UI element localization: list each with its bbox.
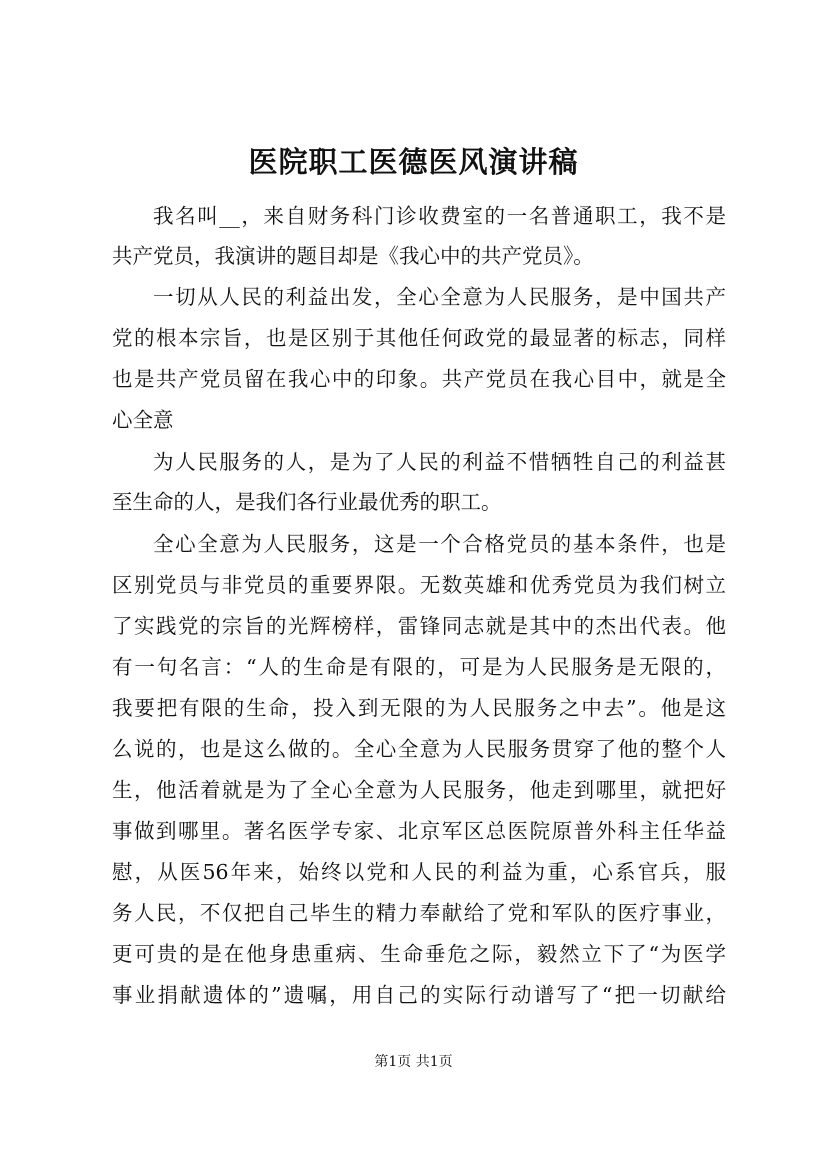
body-line-11: 了实践党的宗旨的光辉榜样，雷锋同志就是其中的杰出代表。他 (112, 614, 726, 638)
body-line-15: 生，他活着就是为了全心全意为人民服务，他走到哪里，就把好 (112, 778, 726, 802)
body-line-3: 一切从人民的利益出发，全心全意为人民服务，是中国共产 (153, 285, 726, 309)
body-line-2: 共产党员，我演讲的题目却是《我心中的共产党员》。 (112, 244, 594, 268)
body-line-10: 区别党员与非党员的重要界限。无数英雄和优秀党员为我们树立 (112, 573, 726, 597)
document-title: 医院职工医德医风演讲稿 (248, 145, 579, 179)
body-line-6: 心全意 (112, 408, 174, 432)
body-line-17: 慰，从医56年来，始终以党和人民的利益为重，心系官兵，服 (112, 860, 726, 884)
body-line-12: 有一句名言：“人的生命是有限的，可是为人民服务是无限的， (112, 655, 726, 679)
body-line-19: 更可贵的是在他身患重病、生命垂危之际，毅然立下了“为医学 (112, 942, 726, 966)
body-line-7: 为人民服务的人，是为了人民的利益不惜牺牲自己的利益甚 (153, 450, 726, 474)
page-number-footer: 第1页 共1页 (374, 1054, 453, 1070)
body-line-20: 事业捐献遗体的”遗嘱，用自己的实际行动谱写了“把一切献给 (112, 983, 726, 1007)
body-line-14: 么说的，也是这么做的。全心全意为人民服务贯穿了他的整个人 (112, 737, 726, 761)
body-line-13: 我要把有限的生命，投入到无限的为人民服务之中去”。他是这 (112, 696, 726, 720)
body-line-5: 也是共产党员留在我心中的印象。共产党员在我心目中，就是全 (112, 367, 726, 391)
body-line-18: 务人民，不仅把自己毕生的精力奉献给了党和军队的医疗事业， (112, 901, 726, 925)
body-line-9: 全心全意为人民服务，这是一个合格党员的基本条件，也是 (153, 532, 726, 556)
body-line-16: 事做到哪里。著名医学专家、北京军区总医院原普外科主任华益 (112, 819, 726, 843)
body-line-8: 至生命的人，是我们各行业最优秀的职工。 (112, 490, 502, 514)
body-line-1: 我名叫__，来自财务科门诊收费室的一名普通职工，我不是 (153, 204, 726, 228)
body-line-4: 党的根本宗旨，也是区别于其他任何政党的最显著的标志，同样 (112, 326, 726, 350)
